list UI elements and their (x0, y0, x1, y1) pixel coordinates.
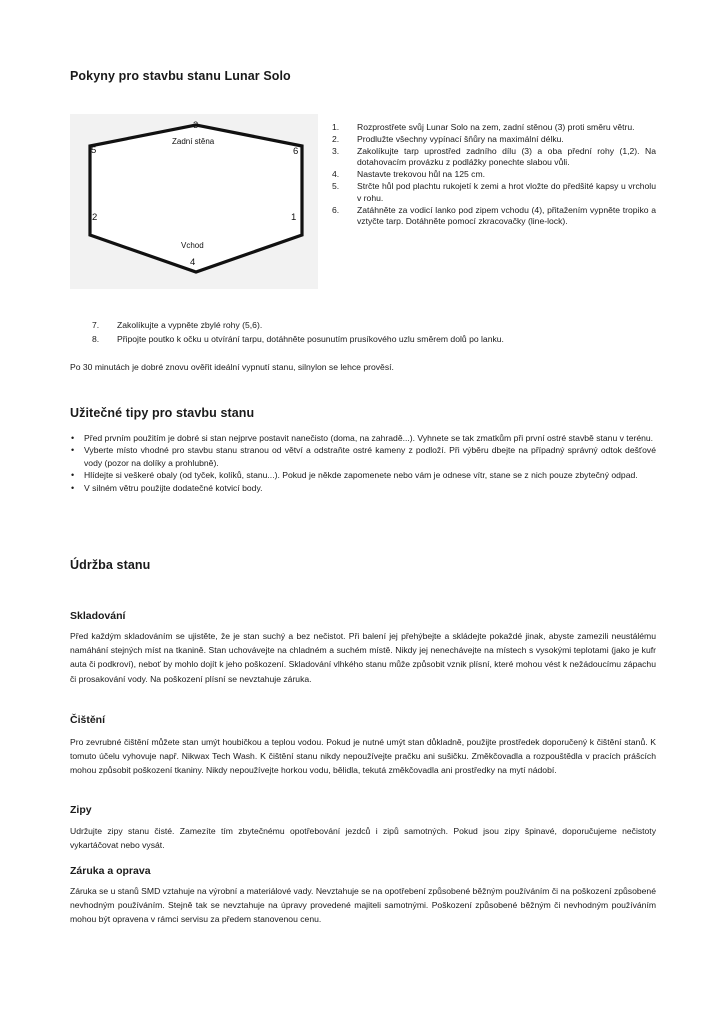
list-item: 6. Zatáhněte za vodicí lanko pod zipem vchodu (4), přitažením vypněte tropiko a vztyčte tarp. Dotáhněte pomocí zkracovačky (line-lock). (332, 204, 656, 227)
corner-3-label: 3 (193, 120, 199, 131)
list-item: • Před prvním použitím je dobré si stan nejprve postavit nanečisto (doma, na zahradě...). Vyhnete se tak zmatkům při první ostré stavbě stanu v terénu. (71, 433, 654, 443)
back-wall-label: Zadní stěna (172, 137, 215, 146)
steps-list-top (332, 122, 656, 228)
section-text-storage: Před každým skladováním se ujistěte, že je stan suchý a bez nečistot. Při balení jej přehýbejte a skládejte pokaždé jinak, abyste zamezili neustálému namáhání stejných míst na tkanině. Stan uchovávejte na chladném a suchém místě. Nikdy jej nenechávejte na místech s vysokými teplotami (jako je kufr auta či podkroví), neboť by mohlo dojít k jeho poškození. Skladování vlhkého stanu může způsobit vznik plísní, které mohou vést k nežádoucímu zápachu či prosakování vody. Na poškození plísní se nevztahuje záruka. (70, 631, 656, 684)
list-item: 2. Prodlužte všechny vypínací šňůry na maximální délku. (332, 133, 564, 144)
section-heading-warranty: Záruka a oprava (70, 865, 151, 877)
corner-4-label: 4 (190, 257, 196, 268)
corner-2-label: 2 (92, 212, 98, 223)
section-heading-storage: Skladování (70, 610, 126, 622)
list-item: • Vyberte místo vhodné pro stavbu stanu stranou od větví a odstraňte ostré kameny z podloží. Při výběru dbejte na případný správný odtok dešťové vody (pozor na dolíky a prohlubně). (71, 445, 656, 468)
maintenance-heading: Údržba stanu (70, 558, 151, 572)
bullet-icon: • (71, 433, 75, 443)
section-text-warranty: Záruka se u stanů SMD vztahuje na výrobní a materiálové vady. Nevztahuje se na opotřebení způsobené běžným používáním či na poškození způsobené nevhodným používáním. Stejně tak se nevztahuje na úpravy provedené majiteli samotnými. Poškození způsobené běžným či nevhodným používáním mohou být opravena v rámci servisu za předem stanovenou cenu. (70, 886, 656, 925)
list-item: 8. Připojte poutko k očku u otvírání tarpu, dotáhněte posunutím prusíkového uzlu směrem dolů po lanku. (92, 334, 504, 344)
list-item: • Hlídejte si veškeré obaly (od tyček, kolíků, stanu...). Pokud je někde zapomenete nebo vám je odnese vítr, stane se z nich pouze zbytečný odpad. (71, 470, 638, 481)
section-text-cleaning: Pro zevrubné čištění můžete stan umýt houbičkou a teplou vodou. Pokud je nutné umýt stan důkladně, použijte prostředek doporučený k čištění stanů. K tomuto účelu vyhovuje např. Nikwax Tech Wash. K čištění stanu nikdy nepoužívejte pračku ani sušičku. Změkčovadla a rozpouštědla v pracích prášcích mohou způsobit poškození tkaniny. Nikdy nepoužívejte horkou vodu, bělidla, tekutá změkčovadla ani prostředky na mytí nádobí. (70, 737, 656, 776)
section-heading-zippers: Zipy (70, 804, 92, 816)
entrance-label: Vchod (181, 241, 204, 250)
page-title: Pokyny pro stavbu stanu Lunar Solo (70, 69, 291, 83)
bullet-icon: • (71, 470, 75, 481)
corner-1-label: 1 (291, 212, 297, 223)
list-item: 5. Strčte hůl pod plachtu rukojetí k zemi a hrot vložte do předšité kapsy u vrcholu v rohu. (332, 180, 656, 203)
section-heading-cleaning: Čištění (70, 714, 106, 726)
list-item: 7. Zakolíkujte a vypněte zbylé rohy (5,6). (92, 320, 263, 330)
list-item: 4. Nastavte trekovou hůl na 125 cm. (332, 169, 486, 180)
bullet-icon: • (71, 445, 75, 456)
list-item: 3. Zakolíkujte tarp uprostřed zadního dílu (3) a oba přední rohy (1,2). Na dotahovacím provázku z podlážky ponechte slabou vůli. (332, 145, 656, 168)
note-paragraph: Po 30 minutách je dobré znovu ověřit ideální vypnutí stanu, silnylon se lehce prověsí. (70, 362, 394, 372)
tent-diagram (70, 114, 318, 289)
steps-list-bottom (92, 318, 656, 346)
tips-heading: Užitečné tipy pro stavbu stanu (70, 406, 255, 420)
corner-6-label: 6 (293, 146, 299, 157)
bullet-icon: • (71, 482, 75, 493)
corner-5-label: 5 (91, 145, 97, 156)
tips-list (70, 432, 656, 494)
list-item: 1. Rozprostřete svůj Lunar Solo na zem, zadní stěnou (3) proti směru větru. (332, 122, 635, 132)
section-text-zippers: Udržujte zipy stanu čisté. Zamezíte tím zbytečnému opotřebování jezdců i zipů samotných. Pokud jsou zipy špinavé, doporučujeme nečistoty vykartáčovat nebo vysát. (70, 826, 656, 851)
list-item: • V silném větru použijte dodatečné kotvicí body. (71, 482, 263, 493)
